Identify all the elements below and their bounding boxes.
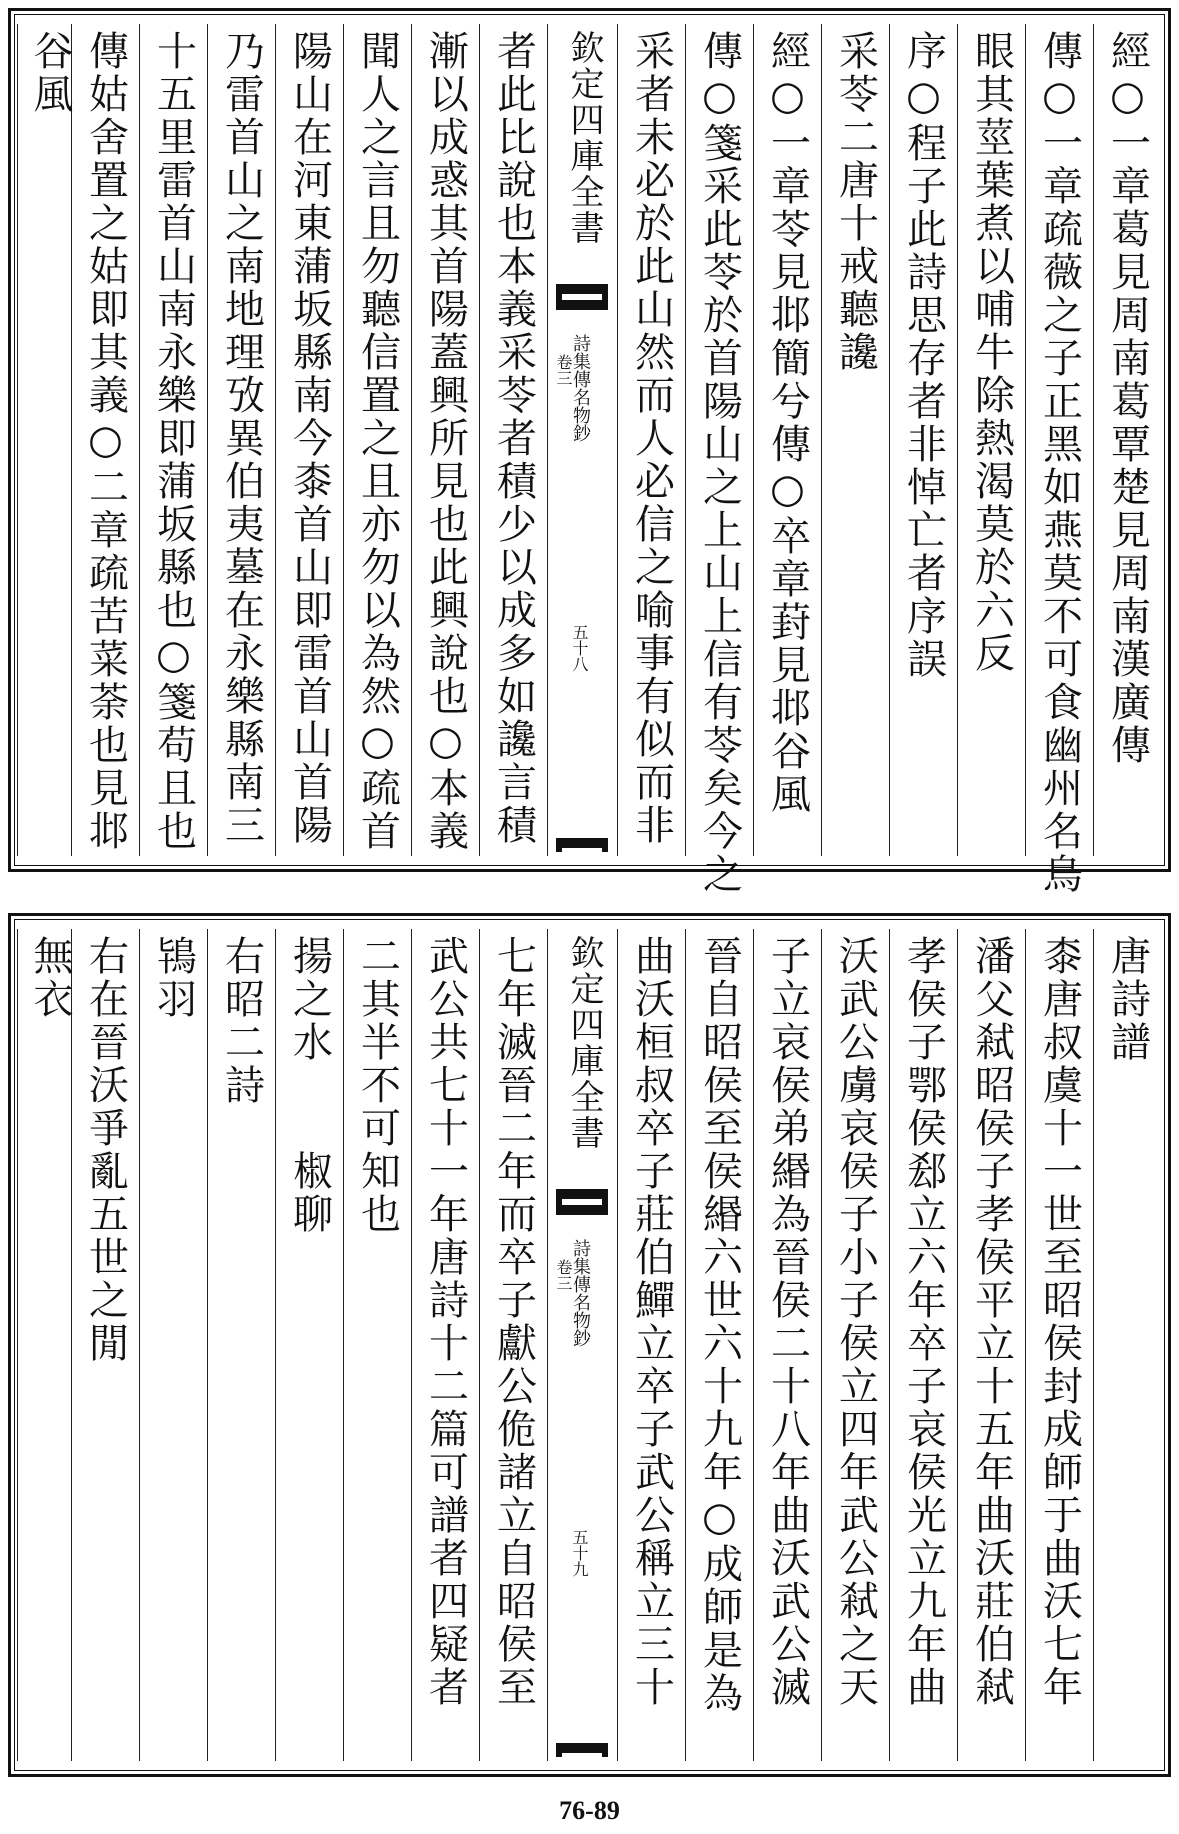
text-column: 經○一章葛見周南葛覃楚見周南漢廣傳 (1093, 24, 1161, 856)
text-column: 右在晉沃爭亂五世之閒 (71, 929, 139, 1761)
text-column: 序○程子此詩思存者非悼亡者序誤 (889, 24, 957, 856)
center-margin (547, 24, 617, 856)
volume-number: 卷三 (554, 354, 573, 386)
fish-tail-mark (556, 838, 608, 852)
text-column: 沃武公虜哀侯子小子侯立四年武公弒之天 (821, 929, 889, 1761)
fish-tail-mark (556, 284, 608, 310)
text-column: 晉自昭侯至侯緡六世六十九年○成師是為 (685, 929, 753, 1761)
text-column: 采苓二唐十戒聽讒 (821, 24, 889, 856)
section-heading: 唐詩譜 (1093, 929, 1161, 1761)
text-column: 傳姑舍置之姑即其義○二章疏苦菜荼也見邶 (71, 24, 139, 856)
text-column: 漸以成惑其首陽蓋興所見也此興說也○本義 (411, 24, 479, 856)
text-column: 陽山在河東蒲坂縣南今桼首山即雷首山首陽 (275, 24, 343, 856)
text-column: 聞人之言且勿聽信置之且亦勿以為然○疏首 (343, 24, 411, 856)
text-column: 谷風 (17, 24, 71, 856)
fish-tail-mark (556, 1189, 608, 1215)
text-column: 七年滅晉二年而卒子獻公佹諸立自昭侯至 (479, 929, 547, 1761)
text-column: 二其半不可知也 (343, 929, 411, 1761)
bottom-page (0, 905, 1179, 1785)
text-column: 武公共七十一年唐詩十二篇可譜者四疑者 (411, 929, 479, 1761)
text-column: 傳○一章疏薇之子正黑如燕莫不可食幽州名烏 (1025, 24, 1093, 856)
text-column: 經○一章苓見邶簡兮傳○卒章葑見邶谷風 (753, 24, 821, 856)
page-footer-number: 76-89 (559, 1796, 620, 1825)
text-column: 子立哀侯弟緡為晉侯二十八年曲沃武公滅 (753, 929, 821, 1761)
text-column: 右昭二詩 (207, 929, 275, 1761)
text-column: 揚之水 椒聊 (275, 929, 343, 1761)
top-page (0, 0, 1179, 896)
library-title: 欽定四庫全書 (564, 935, 604, 1151)
fish-tail-mark (556, 1743, 608, 1757)
text-column: 桼唐叔虞十一世至昭侯封成師于曲沃七年 (1025, 929, 1093, 1761)
leaf-number: 五十九 (570, 1529, 589, 1577)
text-column: 眼其莖葉煮以哺牛除熱渴莫於六反 (957, 24, 1025, 856)
book-title: 詩集傳名物鈔 (570, 1239, 591, 1347)
text-column: 十五里雷首山南永樂即蒲坂縣也○箋苟且也 (139, 24, 207, 856)
center-margin (547, 929, 617, 1761)
text-column: 鴇羽 (139, 929, 207, 1761)
text-column: 曲沃桓叔卒子莊伯鱓立卒子武公稱立三十 (617, 929, 685, 1761)
text-column: 傳○箋采此苓於首陽山之上山上信有苓矣今之 (685, 24, 753, 856)
library-title: 欽定四庫全書 (564, 30, 604, 246)
text-column: 采者未必於此山然而人必信之喻事有似而非 (617, 24, 685, 856)
text-column: 者此比說也本義采苓者積少以成多如讒言積 (479, 24, 547, 856)
text-column: 孝侯子鄂侯郄立六年卒子哀侯光立九年曲 (889, 929, 957, 1761)
leaf-number: 五十八 (570, 624, 589, 672)
text-column: 乃雷首山之南地理攷異伯夷墓在永樂縣南三 (207, 24, 275, 856)
text-column: 潘父弒昭侯子孝侯平立十五年曲沃莊伯弒 (957, 929, 1025, 1761)
book-title: 詩集傳名物鈔 (570, 334, 591, 442)
volume-number: 卷三 (554, 1259, 573, 1291)
text-column: 無衣 (17, 929, 71, 1761)
